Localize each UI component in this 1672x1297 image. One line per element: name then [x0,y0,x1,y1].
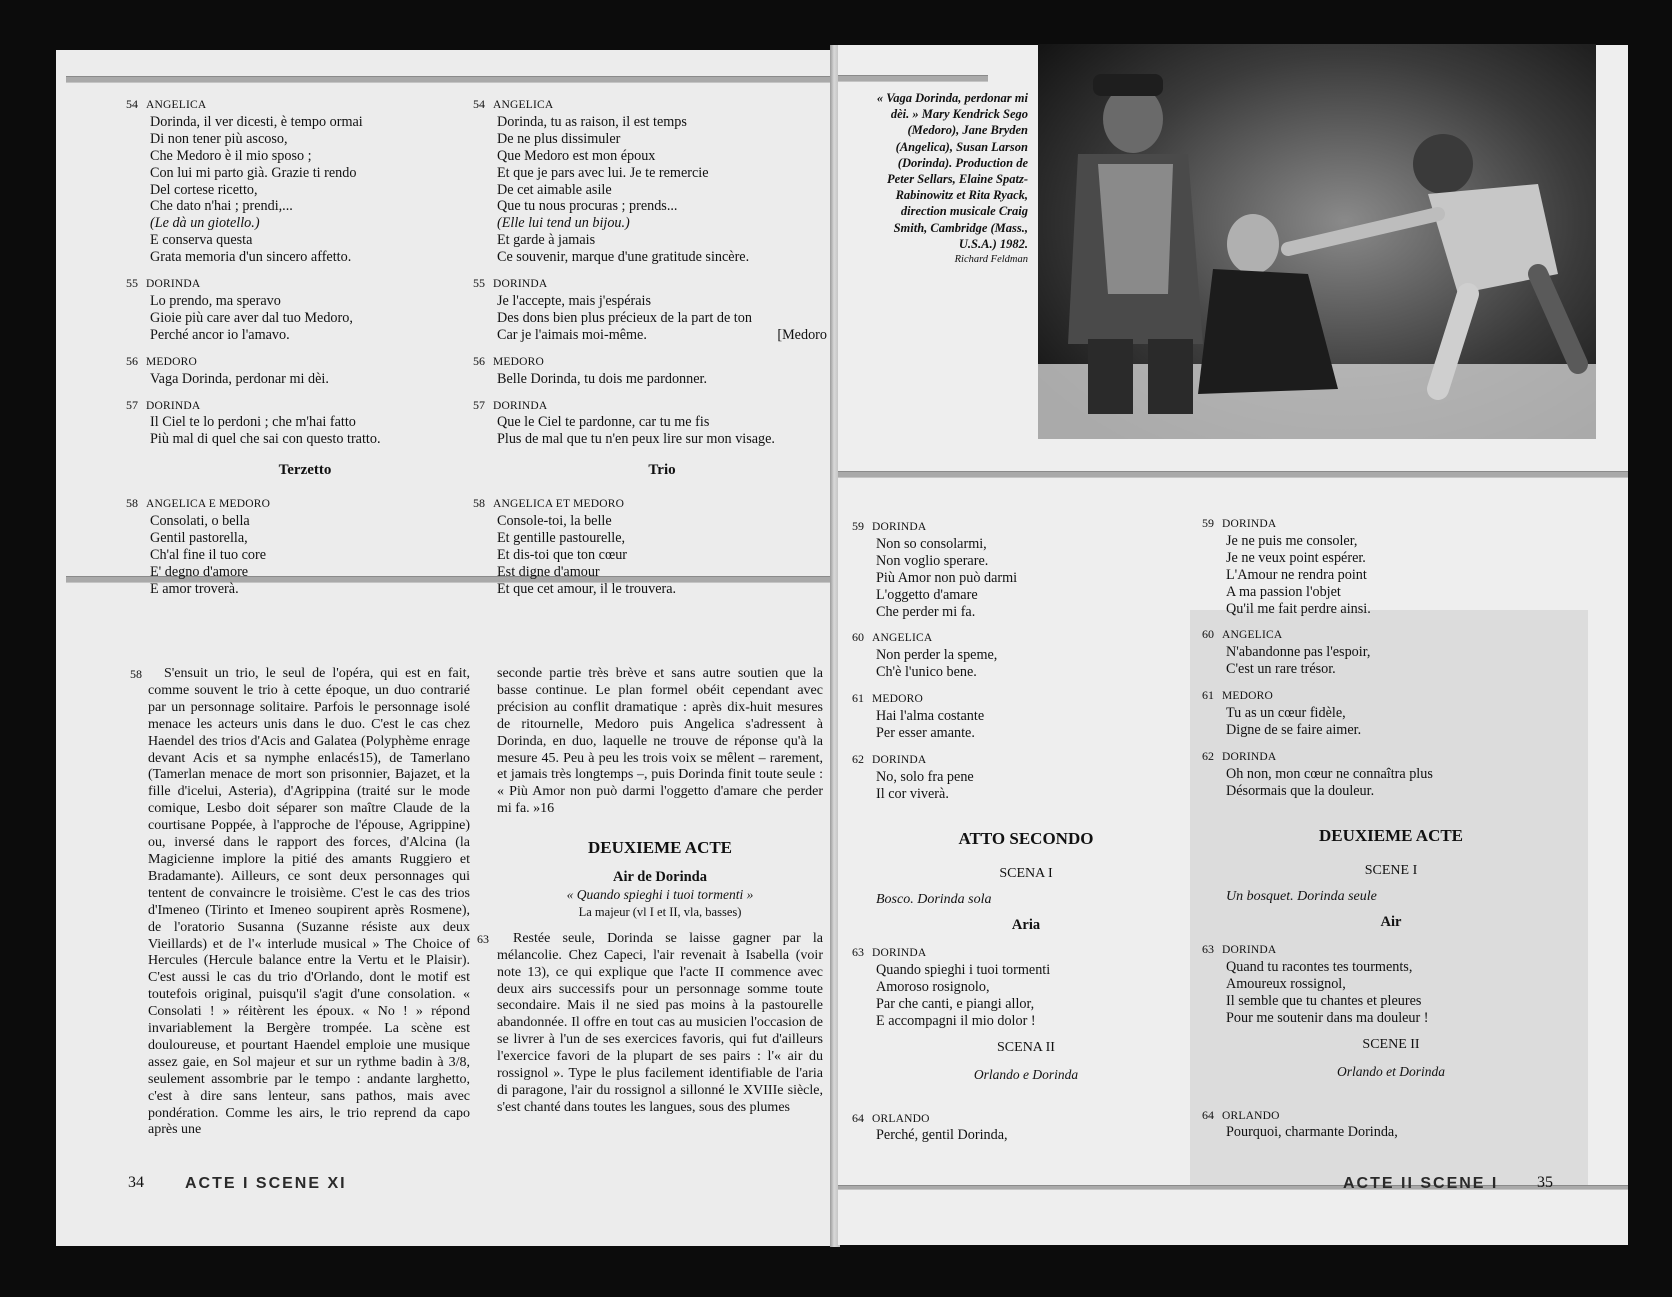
verse-line: Plus de mal que tu n'en peux lire sur mon visage. [497,431,775,448]
line-number: 55 [126,276,138,291]
verse-line: E' degno d'amore [150,563,249,580]
verse-line: Che dato n'hai ; prendi,... [150,198,293,215]
line-number: 61 [852,691,864,706]
libretto-entry [852,1110,1176,1145]
verse-line: Et dis-toi que ton cœur [497,546,628,563]
speaker-name: DORINDA [1222,750,1277,763]
line-number: 58 [126,496,138,511]
scene-title: SCENE II [1362,1036,1420,1052]
libretto-entry [126,495,460,597]
libretto-entry [1202,687,1556,739]
stage-direction: Bosco. Dorinda sola [876,892,992,908]
verse-line: Ch'è l'unico bene. [876,664,977,681]
line-number: 56 [126,353,138,368]
verse-line: Hai l'alma costante [876,708,985,725]
verse-line: Digne de se faire aimer. [1226,721,1362,738]
entry-header [126,275,460,293]
verse-line: Perché ancor io l'amavo. [150,326,290,343]
entry-header [473,96,827,114]
top-rule [66,76,834,83]
libretto-entry [126,275,460,344]
verse-line: N'abandonne pas l'espoir, [1226,644,1371,661]
libretto-entry [473,275,827,344]
stage-direction: (Le dà un giotello.) [150,215,260,232]
libretto-entry [852,944,1176,1030]
verse-line: Amoroso rosignolo, [876,979,990,996]
verse-line: L'Amour ne rendra point [1226,566,1367,583]
entry-header [852,690,1176,708]
verse-line: Tu as un cœur fidèle, [1226,705,1346,722]
entry-header [1202,626,1556,644]
page-number-right: 35 [1537,1174,1553,1191]
verse-line: Di non tener più ascoso, [150,130,288,147]
commentary-63-text: Restée seule, Dorinda se laisse gagner par la mélancolie. Chez Capeci, l'air revenait à Isabella (voir note 13), ce qui explique que l'acte II commence avec deux airs successifs pour un personnage somme toute secondaire. Mais il ne sied pas moins à la pastourelle abandonnée. Il offre en tout cas au musicien l'occasion de se livrer à l'un de ses exercices favoris, qui fut d'ailleurs l'exercice favori de la plupart de ses pairs : l'« air du rossignol ». Type le plus facilement identifiable de l'aria di paragone, l'air du rossignol a sillonné le XVIIIe siècle, s'est chanté dans toutes les langues, sous des plumes [497,930,823,1115]
entry-header [473,495,827,513]
libretto-entry [1202,748,1556,800]
line-number: 59 [1202,516,1214,530]
verse-line: Belle Dorinda, tu dois me pardonner. [497,370,708,387]
verse-line: Vaga Dorinda, perdonar mi dèi. [150,370,329,387]
line-number: 60 [1202,627,1214,642]
line-number: 62 [1202,748,1214,763]
line-number: 58 [473,496,485,511]
speaker-name: ORLANDO [1222,1109,1280,1122]
commentary-58-text: S'ensuit un trio, le seul de l'opéra, qui est en fait, comme souvent le trio à cette époque, un duo contrarié par un personnage solitaire. Parfois le personnage isolé menace les acteurs unis dans le duo. C'est le cas chez Haendel des trios d'Acis and Galatea (Polyphème enrage devant Acis et sa nymphe enlacés15), de Tamerlano (Tamerlan menace de mort son prisonnier, Bajazet, et la fille d'icelui, Asteria), d'Agrippina (traité sur le mode comique, Lesbo doit séparer son maître Claude de la courtisane Poppée, à l'approche de l'épouse, Agrippine) ou, inversé dans le rapport des forces, d'Alcina (la Magicienne implore la pitié des amants Ruggiero et Bradamante). Ailleurs, ce sont deux personnages qui tentent de convaincre le troisième. C'est le cas des trios d'Imeneo (Tirinto et Imeneo soupirent après Rosmene), de l'oratorio Susanna (Suzanne résiste aux deux Vieillards) et de l'« interlude musical » The Choice of Hercules (Hercule balance entre la Vertu et le Plaisir). C'est aussi le cas du trio d'Orlando, dont le motif est toutefois original, puisqu'il s'agit d'une consolation. « Consolati ! » réitèrent les époux. « No ! » répond invariablement la Bergère trompée. La scène est douloureuse, et pourtant Haendel emploie une musique assez gaie, en Sol majeur et sur un rythme badin à 3/8, seulement assombrie par le tempo : andante larghetto, c'est à dire sans lenteur, sans pathos, mais avec pondération. Comme les airs, le trio reprend da capo après une [148,666,470,1138]
entry-header [1202,687,1556,705]
speaker-name: MEDORO [493,355,545,368]
line-number: 57 [473,397,485,412]
entry-header [852,1110,1176,1128]
verse-line: Et garde à jamais [497,232,596,249]
entry-header [1202,1107,1556,1125]
verse-line: Je ne puis me consoler, [1226,532,1358,549]
speaker-name: DORINDA [1222,944,1277,957]
speaker-name: MEDORO [1222,690,1274,703]
verse-line: Quand tu racontes tes tourments, [1226,959,1413,976]
libretto-entry [473,397,827,449]
caption-text: « Vaga Dorinda, perdonar mi dèi. » Mary Kendrick Sego (Medoro), Jane Bryden (Angelica), Susan Larson (Dorinda). Production de Peter Sellars, Elaine Spatz-Rabinowitz et Rita Ryack, direction musicale Craig Smith, Cambridge (Mass., U.S.A.) 1982. [876,91,1028,251]
libretto-entry [126,96,460,266]
french-libretto-column [473,96,827,607]
entry-header [1202,748,1556,766]
verse-line: Più Amor non può darmi [876,569,1018,586]
speaker-name: ANGELICA ET MEDORO [493,498,625,511]
verse-line: E amor troverà. [150,580,239,597]
verse-line: Ch'al fine il tuo core [150,546,267,563]
speaker-name: DORINDA [1222,518,1277,530]
line-number: 57 [126,397,138,412]
speaker-name: DORINDA [493,399,548,412]
verse-line: Gentil pastorella, [150,529,248,546]
verse-line: Consolati, o bella [150,513,250,530]
verse-line: E conserva questa [150,232,253,249]
verse-line: Che perder mi fa. [876,603,976,620]
verse-line: Non voglio sperare. [876,552,989,569]
verse-line: Console-toi, la belle [497,513,612,530]
line-number: 60 [852,630,864,645]
libretto-entry [1202,626,1556,678]
verse-line: Amoureux rossignol, [1226,976,1346,993]
bottom-rule-right [838,1185,1628,1190]
verse-line: De cet aimable asile [497,181,612,198]
commentary-column-2 [477,666,823,1117]
commentary-column-1 [130,666,470,1139]
verse-line: A ma passion l'objet [1226,583,1341,600]
libretto-entry [126,353,460,388]
verse-line: Del cortese ricetto, [150,181,258,198]
verse-line: C'est un rare trésor. [1226,661,1336,678]
verse-line: Dorinda, il ver dicesti, è tempo ormai [150,113,363,130]
speaker-name: DORINDA [493,278,548,291]
verse-line: Des dons bien plus précieux de la part de ton [497,309,752,326]
verse-line: Pour me soutenir dans ma douleur ! [1226,1009,1429,1026]
verse-line: Che Medoro è il mio sposo ; [150,147,312,164]
line-number: 64 [1202,1107,1214,1122]
entry-header [473,397,827,415]
commentary-number: 58 [130,667,142,681]
speaker-name: DORINDA [872,753,927,766]
speaker-name: DORINDA [146,278,201,291]
line-number: 64 [852,1110,864,1125]
verse-line: Que Medoro est mon époux [497,147,656,164]
commentary-continuation: seconde partie très brève et sans autre soutien que la basse continue. Le plan formel obéit cependant avec précision au conflit dramatique : après dix-huit mesures de ritournelle, Medoro puis Angelica s'adressent à Dorinda, en duo, laquelle ne trouve de réponse qu'à la mesure 45. Peu à peu les trois voix se mêlent – rarement, et jamais très longtemps –, puis Dorinda finit toute seule : « Più Amor non può darmi l'oggetto d'amare che perder mi fa. »16 [497,666,823,817]
entry-header [126,397,460,415]
line-number: 63 [1202,942,1214,957]
libretto-entry [852,751,1176,803]
verse-line: Qu'il me fait perdre ainsi. [1226,600,1371,617]
line-number: 54 [126,97,138,111]
verse-line: Est digne d'amour [497,563,600,580]
verse-continuation: [Medoro [777,326,827,343]
verse-line: Il cor viverà. [876,785,949,802]
running-footer-left: ACTE I SCENE XI [185,1175,347,1192]
middle-rule-right [838,471,1628,478]
line-number: 61 [1202,688,1214,703]
top-rule-right [838,75,988,82]
entry-header [852,944,1176,962]
speaker-name: ANGELICA [146,99,207,111]
speaker-name: DORINDA [872,947,927,960]
libretto-entry [473,96,827,266]
scene-title: SCENA II [997,1039,1055,1055]
aria-title: Aria [1011,917,1041,934]
line-number: 54 [473,97,485,111]
verse-line: Désormais que la douleur. [1226,782,1375,799]
line-number: 59 [852,519,864,533]
verse-line: Que le Ciel te pardonne, car tu me fis [497,414,710,431]
scene-title: SCENE I [1364,862,1418,878]
italian-libretto-column-right [852,518,1176,1153]
entry-header [1202,515,1556,533]
speaker-name: ANGELICA [1222,629,1283,642]
air-title: Air de Dorinda [613,869,707,886]
speaker-name: DORINDA [872,521,927,533]
section-heading: Trio [648,462,676,479]
stage-photo-illustration [1038,44,1596,439]
verse-line: Et que je pars avec lui. Je te remercie [497,164,709,181]
act-title: DEUXIEME ACTE [1318,825,1464,845]
entry-header [852,518,1176,536]
entry-header [473,275,827,293]
line-number: 56 [473,353,485,368]
speaker-name: DORINDA [146,399,201,412]
air-key: La majeur (vl I et II, vla, basses) [578,904,742,919]
section-heading: Terzetto [278,462,332,479]
line-number: 63 [852,945,864,960]
libretto-entry [852,629,1176,681]
verse-line: Par che canti, e piangi allor, [876,995,1035,1012]
verse-line: Più mal di quel che sai con questo tratto. [150,431,381,448]
verse-line: Je ne veux point espérer. [1226,549,1366,566]
verse-line: Lo prendo, ma speravo [150,292,281,309]
photo-credit: Richard Feldman [954,254,1028,266]
verse-line: Il semble que tu chantes et pleures [1226,992,1422,1009]
air-subtitle: « Quando spieghi i tuoi tormenti » [566,886,754,902]
verse-line: Car je l'aimais moi-même. [Medoro [497,326,827,343]
libretto-entry [473,353,827,388]
verse-line: Per esser amante. [876,724,975,741]
commentary-number: 63 [477,931,489,946]
entry-header [852,629,1176,647]
libretto-entry [852,518,1176,620]
verse-line: Gioie più care aver dal tuo Medoro, [150,309,353,326]
entry-header [126,96,460,114]
scene-title: SCENA I [999,865,1053,881]
entry-header [852,751,1176,769]
libretto-entry [473,495,827,597]
speaker-name: ANGELICA [493,99,554,111]
production-photo [1038,44,1596,439]
entry-header [126,353,460,371]
verse-line: Quando spieghi i tuoi tormenti [876,962,1051,979]
speaker-name: ORLANDO [872,1112,930,1125]
running-footer-right: ACTE II SCENE I [1343,1175,1499,1192]
speaker-name: ANGELICA E MEDORO [146,498,271,511]
speaker-name: ANGELICA [872,632,933,645]
stage-direction: Un bosquet. Dorinda seule [1226,889,1377,905]
libretto-entry [1202,1107,1556,1142]
photo-caption [876,90,1028,268]
verse-line: Non so consolarmi, [876,535,987,552]
verse-line: Dorinda, tu as raison, il est temps [497,113,687,130]
libretto-entry [852,690,1176,742]
verse-line: Et que cet amour, il le trouvera. [497,580,677,597]
libretto-entry [126,397,460,449]
verse-line: Perché, gentil Dorinda, [876,1127,1008,1144]
stage-direction: (Elle lui tend un bijou.) [497,215,630,232]
italian-libretto-column [126,96,460,607]
stage-direction: Orlando e Dorinda [973,1066,1079,1082]
verse-line: Ce souvenir, marque d'une gratitude sincère. [497,249,750,266]
speaker-name: MEDORO [872,693,924,706]
verse-line: E accompagni il mio dolor ! [876,1012,1036,1029]
act-title: DEUXIEME ACTE [587,838,733,858]
verse-line: Con lui mi parto già. Grazie ti rendo [150,164,357,181]
verse-line: Non perder la speme, [876,647,998,664]
french-libretto-column-right [1202,515,1556,1150]
libretto-entry [1202,941,1556,1027]
act-title: ATTO SECONDO [958,828,1094,848]
verse-line: L'oggetto d'amare [876,586,978,603]
verse-line: Pourquoi, charmante Dorinda, [1226,1124,1398,1141]
verse-line: Je l'accepte, mais j'espérais [497,292,652,309]
line-number: 55 [473,276,485,291]
verse-line: No, solo fra pene [876,768,974,785]
verse-line: Il Ciel te lo perdoni ; che m'hai fatto [150,414,356,431]
aria-title: Air [1380,914,1402,931]
stage-direction: Orlando et Dorinda [1337,1063,1445,1079]
verse-line: Que tu nous procuras ; prends... [497,198,678,215]
speaker-name: MEDORO [146,355,198,368]
page-number-left: 34 [128,1174,144,1191]
line-number: 62 [852,751,864,766]
entry-header [473,353,827,371]
verse-line: Grata memoria d'un sincero affetto. [150,249,352,266]
libretto-entry [1202,515,1556,617]
entry-header [126,495,460,513]
verse-line: Oh non, mon cœur ne connaîtra plus [1226,765,1433,782]
verse-line: Et gentille pastourelle, [497,529,626,546]
entry-header [1202,941,1556,959]
verse-line: De ne plus dissimuler [497,130,621,147]
